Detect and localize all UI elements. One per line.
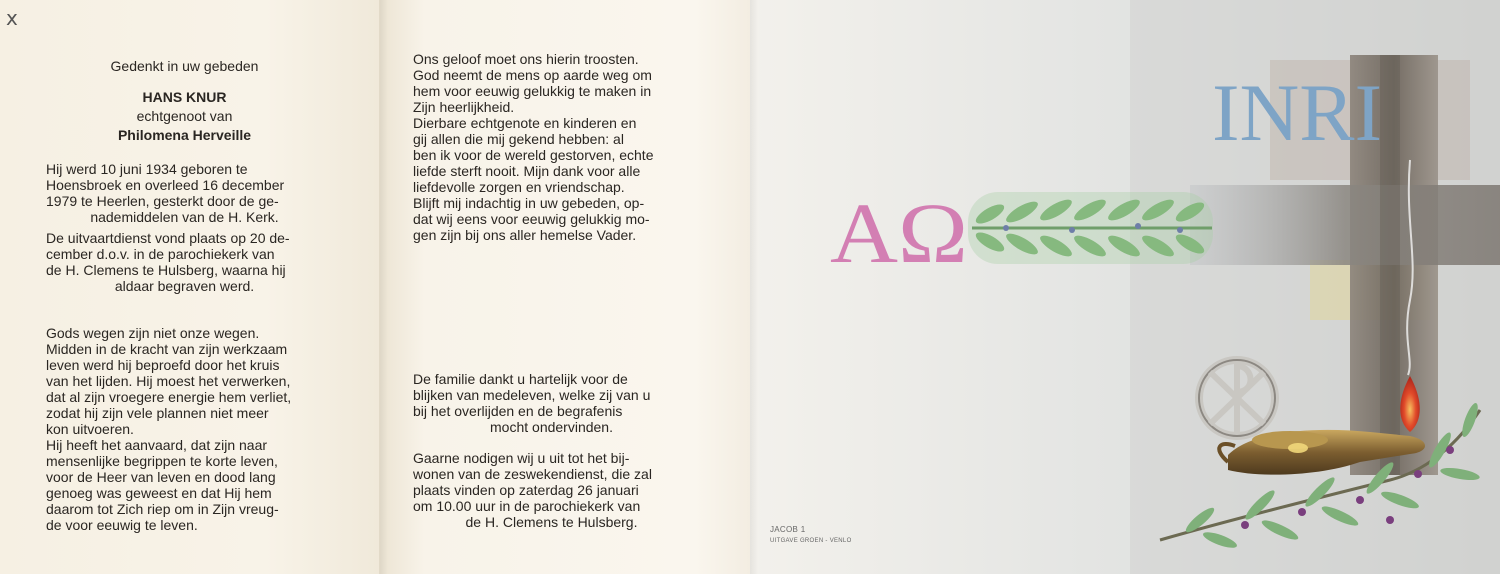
fold-shadow: [380, 0, 388, 574]
text-line: de H. Clemens te Hulsberg.: [465, 514, 638, 530]
text-line: Hoensbroek en overleed 16 december: [46, 177, 285, 193]
text-line: ben ik voor de wereld gestorven, echte: [413, 147, 654, 163]
text-line: mensenlijke begrippen te korte leven,: [46, 453, 278, 469]
text-line: wonen van de zeswekendienst, die zal: [413, 466, 652, 482]
text-line: de H. Clemens te Hulsberg, waarna hij: [46, 262, 286, 278]
text-line: zodat hij zijn vele plannen niet meer: [46, 405, 269, 421]
text-line: cember d.o.v. in de parochiekerk van: [46, 246, 275, 262]
intro-line: Gedenkt in uw gebeden: [110, 58, 259, 74]
text-line: mocht ondervinden.: [490, 419, 613, 435]
text-line: van het lijden. Hij moest het verwerken,: [46, 373, 291, 389]
inri-inscription: INRI: [1212, 67, 1382, 158]
text-line: Gods wegen zijn niet onze wegen.: [46, 325, 260, 341]
deceased-name: HANS KNUR: [142, 89, 227, 105]
text-line: daarom tot Zich riep om in Zijn vreug-: [46, 501, 279, 517]
text-line: nademiddelen van de H. Kerk.: [90, 209, 279, 225]
text-line: dat wij eens voor eeuwig gelukkig mo-: [413, 211, 650, 227]
spouse-prefix: echtgenoot van: [136, 108, 233, 124]
text-line: Zijn heerlijkheid.: [413, 99, 515, 115]
cover-artwork: [750, 0, 1500, 574]
alpha-omega-symbol: AΩ: [830, 185, 968, 281]
text-line: leven werd hij beproefd door het kruis: [46, 357, 280, 373]
middle-panel: [380, 0, 750, 574]
text-line: Gaarne nodigen wij u uit tot het bij-: [413, 450, 630, 466]
text-line: plaats vinden op zaterdag 26 januari: [413, 482, 639, 498]
publisher-name: UITGAVE GROEN - VENLO: [770, 538, 852, 544]
text-line: Dierbare echtgenote en kinderen en: [413, 115, 637, 131]
corner-mark: x: [6, 6, 18, 30]
text-line: De uitvaartdienst vond plaats op 20 de-: [46, 230, 290, 246]
text-line: voor de Heer van leven en dood lang: [46, 469, 276, 485]
text-line: gen zijn bij ons aller hemelse Vader.: [413, 227, 637, 243]
text-line: dat al zijn vroegere energie hem verliet,: [46, 389, 292, 405]
spouse-name: Philomena Herveille: [117, 127, 252, 143]
text-line: aldaar begraven werd.: [114, 278, 255, 294]
text-line: Blijft mij indachtig in uw gebeden, op-: [413, 195, 645, 211]
text-line: om 10.00 uur in de parochiekerk van: [413, 498, 641, 514]
text-line: genoeg was geweest en dat Hij hem: [46, 485, 272, 501]
text-line: blijken van medeleven, welke zij van u: [413, 387, 651, 403]
text-line: liefdevolle zorgen en vriendschap.: [413, 179, 625, 195]
artwork-svg: [750, 0, 1500, 574]
left-panel: [0, 0, 380, 574]
text-line: gij allen die mij gekend hebben: al: [413, 131, 624, 147]
text-line: kon uitvoeren.: [46, 421, 134, 437]
text-line: liefde sterft nooit. Mijn dank voor alle: [413, 163, 641, 179]
text-line: Hij werd 10 juni 1934 geboren te: [46, 161, 248, 177]
text-line: Hij heeft het aanvaard, dat zijn naar: [46, 437, 268, 453]
text-line: De familie dankt u hartelijk voor de: [413, 371, 628, 387]
text-line: hem voor eeuwig gelukkig te maken in: [413, 83, 652, 99]
text-line: God neemt de mens op aarde weg om: [413, 67, 652, 83]
laurel-garland-icon: [968, 192, 1213, 264]
text-line: Ons geloof moet ons hierin troosten.: [413, 51, 639, 67]
publisher-code: JACOB 1: [770, 525, 806, 534]
text-line: de voor eeuwig te leven.: [46, 517, 198, 533]
text-line: bij het overlijden en de begrafenis: [413, 403, 623, 419]
text-line: Midden in de kracht van zijn werkzaam: [46, 341, 288, 357]
text-line: 1979 te Heerlen, gesterkt door de ge-: [46, 193, 279, 209]
